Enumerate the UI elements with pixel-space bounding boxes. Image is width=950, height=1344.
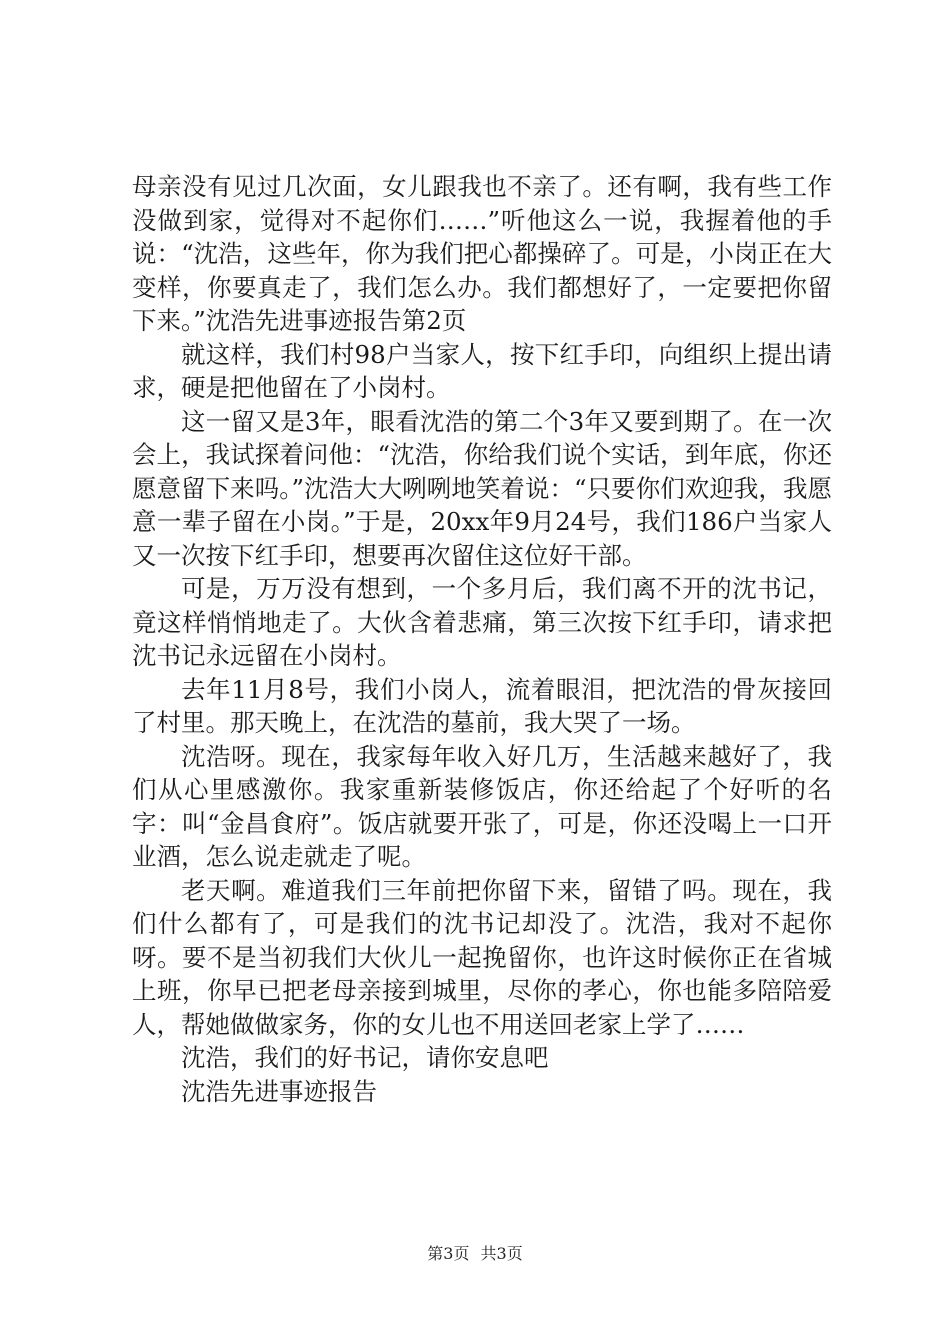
page-footer (0, 1244, 950, 1264)
document-body (132, 170, 832, 1108)
closing-line: 沈浩，我们的好书记，请你安息吧 (181, 1043, 549, 1072)
paragraph-2: 就这样，我们村98户当家人，按下红手印，向组织上提出请求，硬是把他留在了小岗村。 (132, 339, 832, 402)
paragraph-6: 沈浩呀。现在，我家每年收入好几万，生活越来越好了，我们从心里感激你。我家重新装修饭店，你还给起了个好听的名字：叫“金昌食府”。饭店就要开张了，可是，你还没喝上一口开业酒，怎么说走就走了呢。 (132, 741, 832, 871)
paragraph-4: 可是，万万没有想到，一个多月后，我们离不开的沈书记，竟这样悄悄地走了。大伙含着悲痛，第三次按下红手印，请求把沈书记永远留在小岗村。 (132, 574, 832, 670)
paragraph-3: 这一留又是3年，眼看沈浩的第二个3年又要到期了。在一次会上，我试探着问他：“沈浩，你给我们说个实话，到年底，你还愿意留下来吗。”沈浩大大咧咧地笑着说：“只要你们欢迎我，我愿意一辈子留在小岗。”于是，20xx年9月24号，我们186户当家人又一次按下红手印，想要再次留住这位好干部。 (132, 406, 832, 570)
paragraph-5: 去年11月8号，我们小岗人，流着眼泪，把沈浩的骨灰接回了村里。那天晚上，在沈浩的墓前，我大哭了一场。 (132, 674, 832, 737)
page-number-current: 第3页 (427, 1244, 470, 1263)
paragraph-1: 母亲没有见过几次面，女儿跟我也不亲了。还有啊，我有些工作没做到家，觉得对不起你们……”听他这么一说，我握着他的手说：“沈浩，这些年，你为我们把心都操碎了。可是，小岗正在大变样，你要真走了，我们怎么办。我们都想好了，一定要把你留下来。”沈浩先进事迹报告第2页 (132, 172, 832, 335)
document-title-line: 沈浩先进事迹报告 (181, 1076, 377, 1106)
page-number-total: 共3页 (480, 1244, 523, 1263)
paragraph-7: 老天啊。难道我们三年前把你留下来，留错了吗。现在，我们什么都有了，可是我们的沈书记却没了。沈浩，我对不起你呀。要不是当初我们大伙儿一起挽留你，也许这时候你正在省城上班，你早已把老母亲接到城里，尽你的孝心，你也能多陪陪爱人，帮她做做家务，你的女儿也不用送回老家上学了…… (132, 875, 832, 1039)
